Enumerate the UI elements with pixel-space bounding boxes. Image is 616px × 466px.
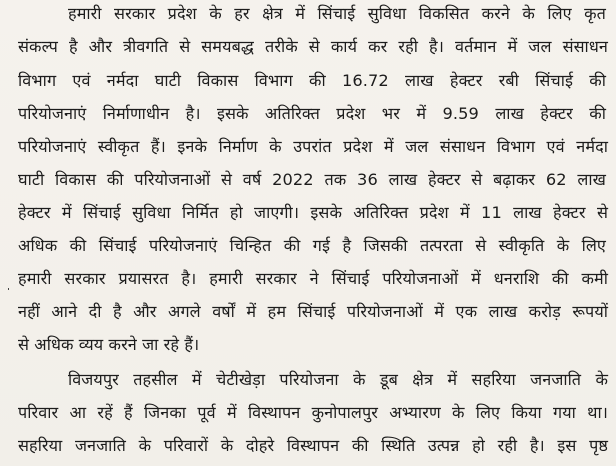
- scan-speck: [8, 288, 9, 290]
- text-line: हमारी सरकार प्रदेश के हर क्षेत्र में सिंचाई सुविधा विकसित करने के लिए कृत: [68, 4, 606, 23]
- text-line: संकल्प है और त्रीवगति से समयबद्ध तरीके से कार्य कर रही है। वर्तमान में जल संसाधन: [18, 37, 608, 56]
- text-line: हेक्टर में सिंचाई सुविधा निर्मित हो जाएगी। इसके अतिरिक्त प्रदेश में 11 लाख हेक्टर से: [18, 203, 608, 222]
- text-line: सहरिया जनजाति के परिवारों के दोहरे विस्थापन की स्थिति उत्पन्न हो रही है। इस पृष्ठ: [18, 436, 608, 455]
- text-line: हमारी सरकार प्रयासरत है। हमारी सरकार ने सिंचाई परियोजनाओं में धनराशि की कमी: [18, 269, 608, 288]
- text-line: अधिक की सिंचाई परियोजनाएं चिन्हित की गई है जिसकी तत्परता से स्वीकृति के लिए: [18, 236, 606, 255]
- text-line: परियोजनाएं निर्माणाधीन है। इसके अतिरिक्त प्रदेश भर में 9.59 लाख हेक्टर की: [18, 104, 606, 123]
- text-line: से अधिक व्यय करने जा रहे हैं।: [18, 335, 200, 354]
- text-line: नहीं आने दी है और अगले वर्षों में हम सिंचाई परियोजनाओं में एक लाख करोड़ रूपयों: [18, 302, 608, 321]
- text-line: परियोजनाएं स्वीकृत हैं। इनके निर्माण के उपरांत प्रदेश में जल संसाधन विभाग एवं नर्मदा: [18, 137, 608, 156]
- text-line: परिवार आ रहें हैं जिनका पूर्व में विस्थापन कुनोपालपुर अभ्यारण के लिए किया गया था।: [18, 403, 608, 422]
- text-line: विभाग एवं नर्मदा घाटी विकास विभाग की 16.72 लाख हेक्टर रबी सिंचाई की: [18, 71, 606, 90]
- text-line: घाटी विकास की परियोजनाओं से वर्ष 2022 तक 36 लाख हेक्टर से बढ़ाकर 62 लाख: [18, 170, 606, 189]
- text-line: विजयपुर तहसील में चेटीखेड़ा परियोजना के डूब क्षेत्र में सहरिया जनजाति के: [68, 370, 608, 389]
